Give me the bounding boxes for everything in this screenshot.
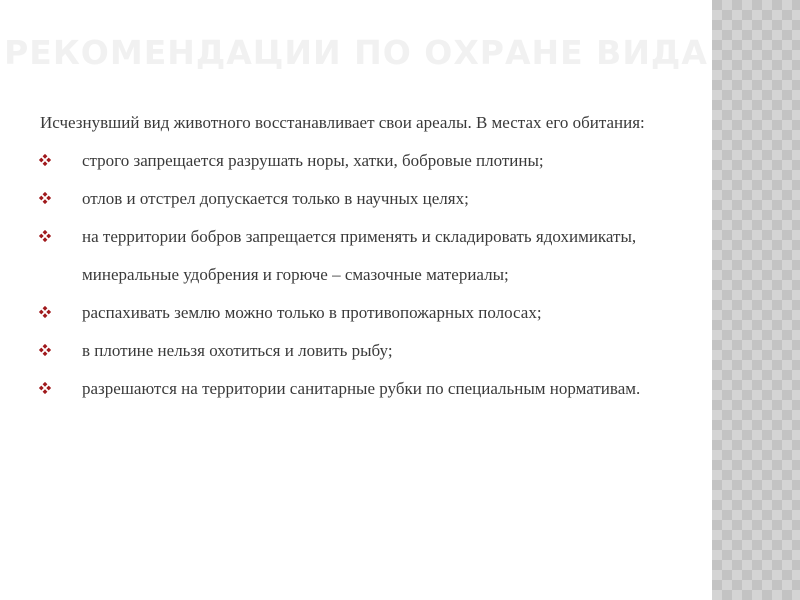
diamond-bullet-icon [39,294,53,332]
bullet-list [40,142,710,408]
bullet-item [40,370,710,408]
bullet-item [40,218,710,294]
bullet-text: на территории бобров запрещается применять и складировать ядохимикаты, минеральные удобрения и горюче – смазочные материалы; [82,227,637,284]
diamond-bullet-icon [39,332,53,370]
slide-title: РЕКОМЕНДАЦИИ ПО ОХРАНЕ ВИДА [4,33,708,72]
bullet-text: разрешаются на территории санитарные рубки по специальным нормативам. [82,379,641,398]
bullet-text: строго запрещается разрушать норы, хатки, бобровые плотины; [82,151,544,170]
diamond-bullet-icon [39,180,53,218]
diamond-bullet-icon [39,142,53,180]
bullet-item [40,332,710,370]
decorative-side-panel [712,0,800,600]
bullet-item [40,142,710,180]
slide-body [40,104,710,408]
bullet-item [40,180,710,218]
bullet-text: распахивать землю можно только в противопожарных полосах; [82,303,542,322]
intro-paragraph: Исчезнувший вид животного восстанавливает свои ареалы. В местах его обитания: [40,113,645,132]
diamond-bullet-icon [39,218,53,256]
bullet-text: отлов и отстрел допускается только в научных целях; [82,189,469,208]
bullet-item [40,294,710,332]
diamond-bullet-icon [39,370,53,408]
bullet-text: в плотине нельзя охотиться и ловить рыбу; [82,341,393,360]
